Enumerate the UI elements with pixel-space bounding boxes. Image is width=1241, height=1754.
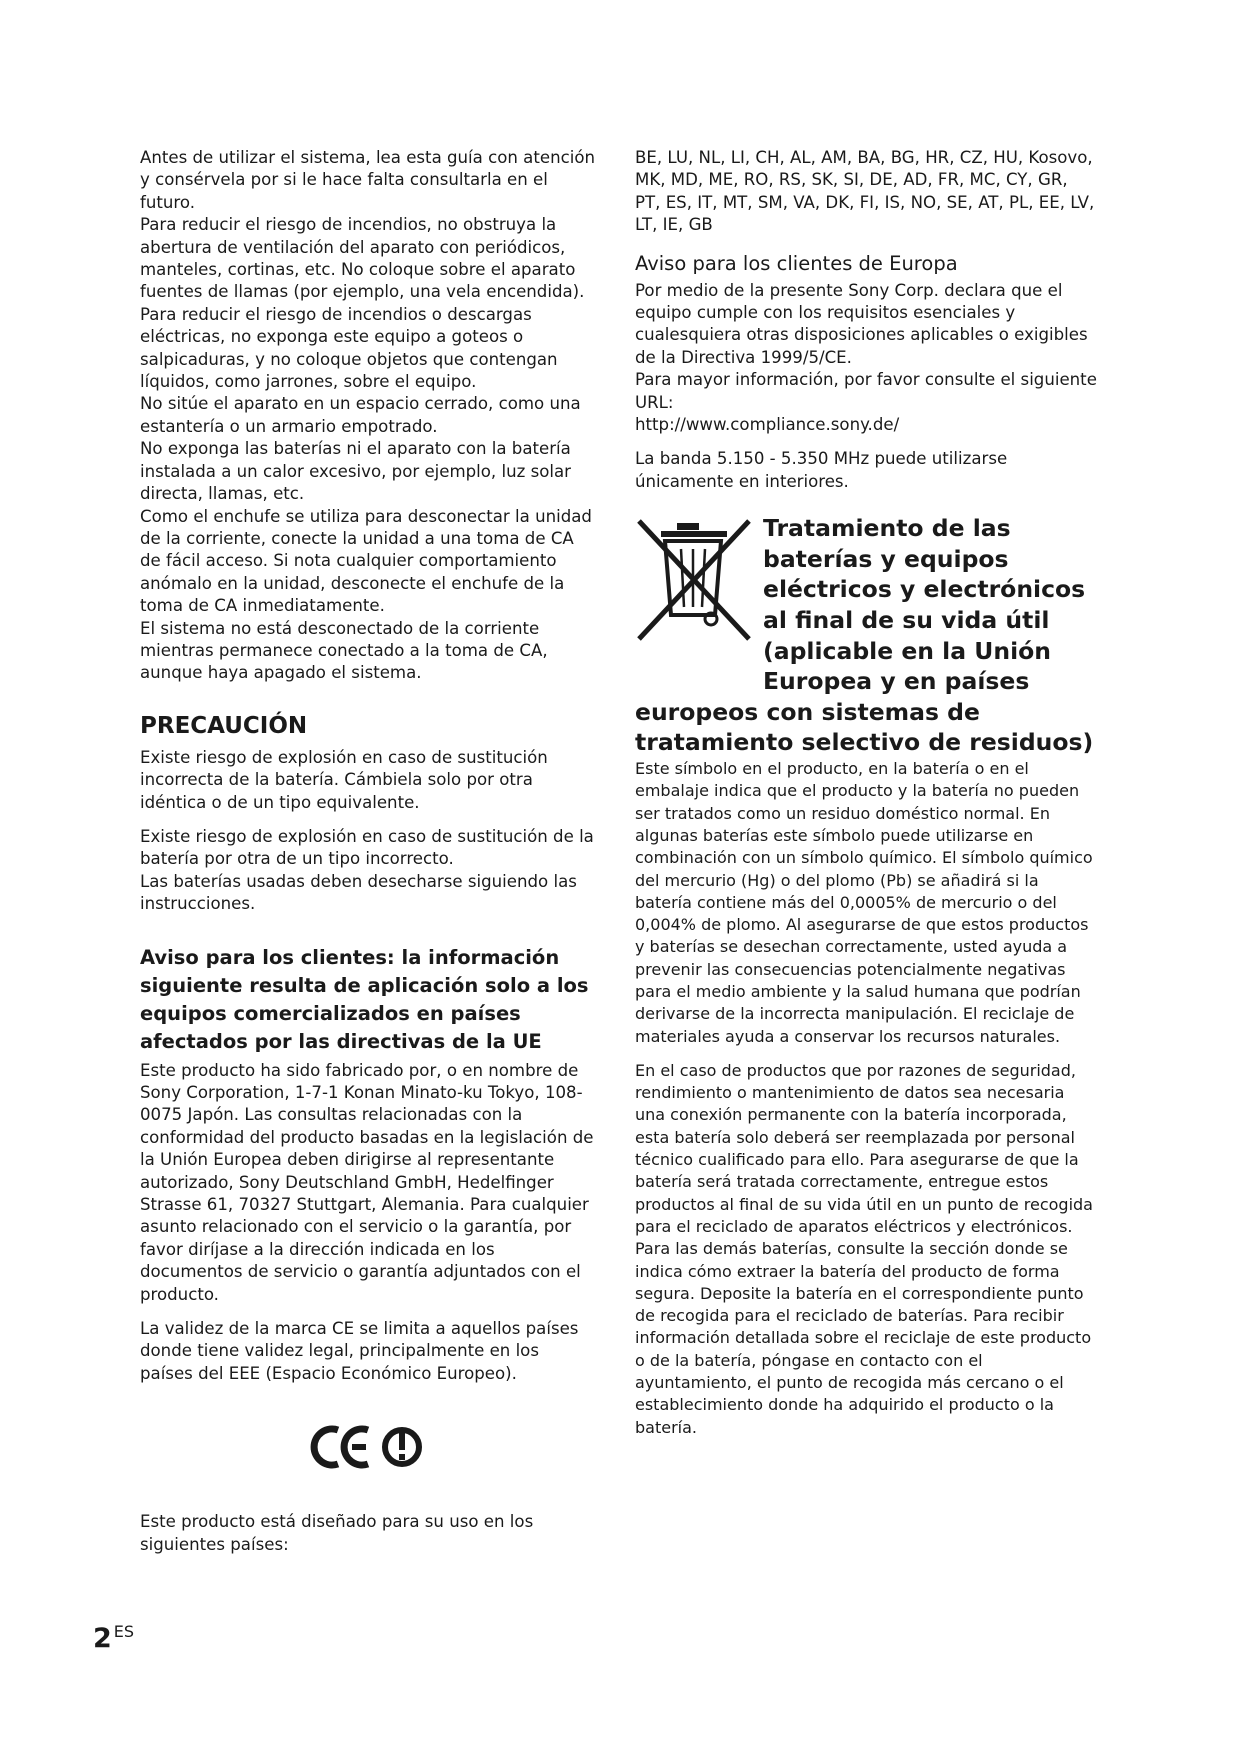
intro-paragraph: Antes de utilizar el sistema, lea esta guía con atención y consérvela por si le hace falta consultarla en el futuro.: [140, 148, 595, 212]
weee-body: [635, 758, 1097, 1439]
weee-heading-part: Tratamiento de las baterías y equipos eléctricos y electrónicos al final de su vida útil (aplicable en la Unión Europea y en países: [763, 514, 1086, 696]
weee-paragraph: Este símbolo en el producto, en la batería o en el embalaje indica que el producto y la batería no pueden ser tratados como un residuo doméstico normal. En algunas baterías este símbolo puede utilizarse en combinación con un símbolo químico. El símbolo químico del mercurio (Hg) o del plomo (Pb) se añadirá si la batería contiene más del 0,0005% de mercurio o del 0,004% de plomo. Al asegurarse de que estos productos y baterías se desechan correctamente, usted ayuda a prevenir las consecuencias potencialmente negativas para el medio ambiente y la salud humana que podrían derivarse de la incorrecta manipulación. El reciclaje de materiales ayuda a conservar los recursos naturales.: [635, 759, 1093, 1046]
more-info-text: Para mayor información, por favor consulte el siguiente URL:: [635, 370, 1097, 412]
eu-notice-heading: Aviso para los clientes: la información siguiente resulta de aplicación solo a los equipos comercializados en países afectados por las directivas de la UE: [140, 945, 589, 1053]
weee-paragraph: En el caso de productos que por razones de seguridad, rendimiento o mantenimiento de datos sea necesaria una conexión permanente con la batería incorporada, esta batería solo deberá ser reemplazada por personal técnico cualificado para ello. Para asegurarse de que la batería será tratada correctamente, entregue estos productos al final de su vida útil en un punto de recogida para el reciclado de aparatos eléctricos y electrónicos. Para las demás baterías, consulte la sección donde se indica cómo extraer la batería del producto de forma segura. Deposite la batería en el correspondiente punto de recogida para el reciclado de baterías. Para recibir información detallada sobre el reciclaje de este producto o de la batería, póngase en contacto con el ayuntamiento, el punto de recogida más cercano o el establecimiento donde ha adquirido el producto o la batería.: [635, 1060, 1093, 1437]
weee-section: [635, 513, 1097, 758]
page-number-value: 2: [93, 1623, 112, 1654]
intro-paragraph: Para reducir el riesgo de incendios o descargas eléctricas, no exponga este equipo a goteos o salpicaduras, y no coloque objetos que contengan líquidos, como jarrones, sobre el equipo.: [140, 304, 558, 392]
eu-notice-body: Este producto ha sido fabricado por, o en nombre de Sony Corporation, 1-7-1 Konan Minato-ku Tokyo, 108-0075 Japón. Las consultas relacionadas con la conformidad del producto basadas en la legislación de la Unión Europea deben dirigirse al representante autorizado, Sony Deutschland GmbH, Hedelfinger Strasse 61, 70327 Stuttgart, Alemania. Para cualquier asunto relacionado con el servicio o la garantía, por favor diríjase a la dirección indicada en los documentos de servicio o garantía adjuntados con el producto.: [140, 1060, 594, 1304]
intro-paragraph: No exponga las baterías ni el aparato con la batería instalada a un calor excesivo, por ejemplo, luz solar directa, llamas, etc.: [140, 439, 571, 504]
europe-notice-heading: Aviso para los clientes de Europa: [635, 251, 958, 275]
weee-heading-part: europeos con sistemas de tratamiento selectivo de residuos): [635, 697, 1094, 757]
language-code: ES: [113, 1622, 135, 1641]
ce-mark-icon: [308, 1419, 428, 1475]
page-number: [93, 1622, 134, 1654]
compliance-url: http://www.compliance.sony.de/: [635, 415, 900, 435]
intro-paragraph: Como el enchufe se utiliza para desconectar la unidad de la corriente, conecte la unidad a una toma de CA de fácil acceso. Si nota cualquier comportamiento anómalo en la unidad, desconecte el enchufe de la toma de CA inmediatamente.: [140, 506, 592, 616]
intro-paragraph: El sistema no está desconectado de la corriente mientras permanece conectado a la toma de CA, aunque haya apagado el sistema.: [140, 618, 548, 683]
right-column: [635, 147, 1097, 1439]
crossed-out-wheeled-bin-icon: [635, 515, 753, 647]
countries-intro: Este producto está diseñado para su uso en los siguientes países:: [140, 1512, 534, 1554]
ce-validity-paragraph: La validez de la marca CE se limita a aquellos países donde tiene validez legal, principalmente en los países del EEE (Espacio Económico Europeo).: [140, 1319, 579, 1383]
caution-paragraph: Las baterías usadas deben desecharse siguiendo las instrucciones.: [140, 871, 577, 914]
europe-notice-body: Por medio de la presente Sony Corp. declara que el equipo cumple con los requisitos esenciales y cualesquiera otras disposiciones aplicables o exigibles de la Directiva 1999/5/CE.: [635, 280, 1088, 367]
caution-paragraph: Existe riesgo de explosión en caso de sustitución incorrecta de la batería. Cámbiela solo por otra idéntica o de un tipo equivalente.: [140, 747, 548, 812]
band-note: La banda 5.150 - 5.350 MHz puede utilizarse únicamente en interiores.: [635, 449, 1008, 491]
left-column: [140, 147, 596, 1556]
intro-paragraph: No sitúe el aparato en un espacio cerrado, como una estantería o un armario empotrado.: [140, 394, 581, 436]
caution-heading: PRECAUCIÓN: [140, 712, 308, 739]
caution-paragraph: Existe riesgo de explosión en caso de sustitución de la batería por otra de un tipo incorrecto.: [140, 826, 594, 869]
countries-list: BE, LU, NL, LI, CH, AL, AM, BA, BG, HR, CZ, HU, Kosovo, MK, MD, ME, RO, RS, SK, SI, DE, AD, FR, MC, CY, GR, PT, ES, IT, MT, SM, VA, DK, FI, IS, NO, SE, AT, PL, EE, LV, LT, IE, GB: [635, 148, 1095, 235]
intro-paragraph: Para reducir el riesgo de incendios, no obstruya la abertura de ventilación del aparato con periódicos, manteles, cortinas, etc. No coloque sobre el aparato fuentes de llamas (por ejemplo, una vela encendida).: [140, 215, 585, 302]
